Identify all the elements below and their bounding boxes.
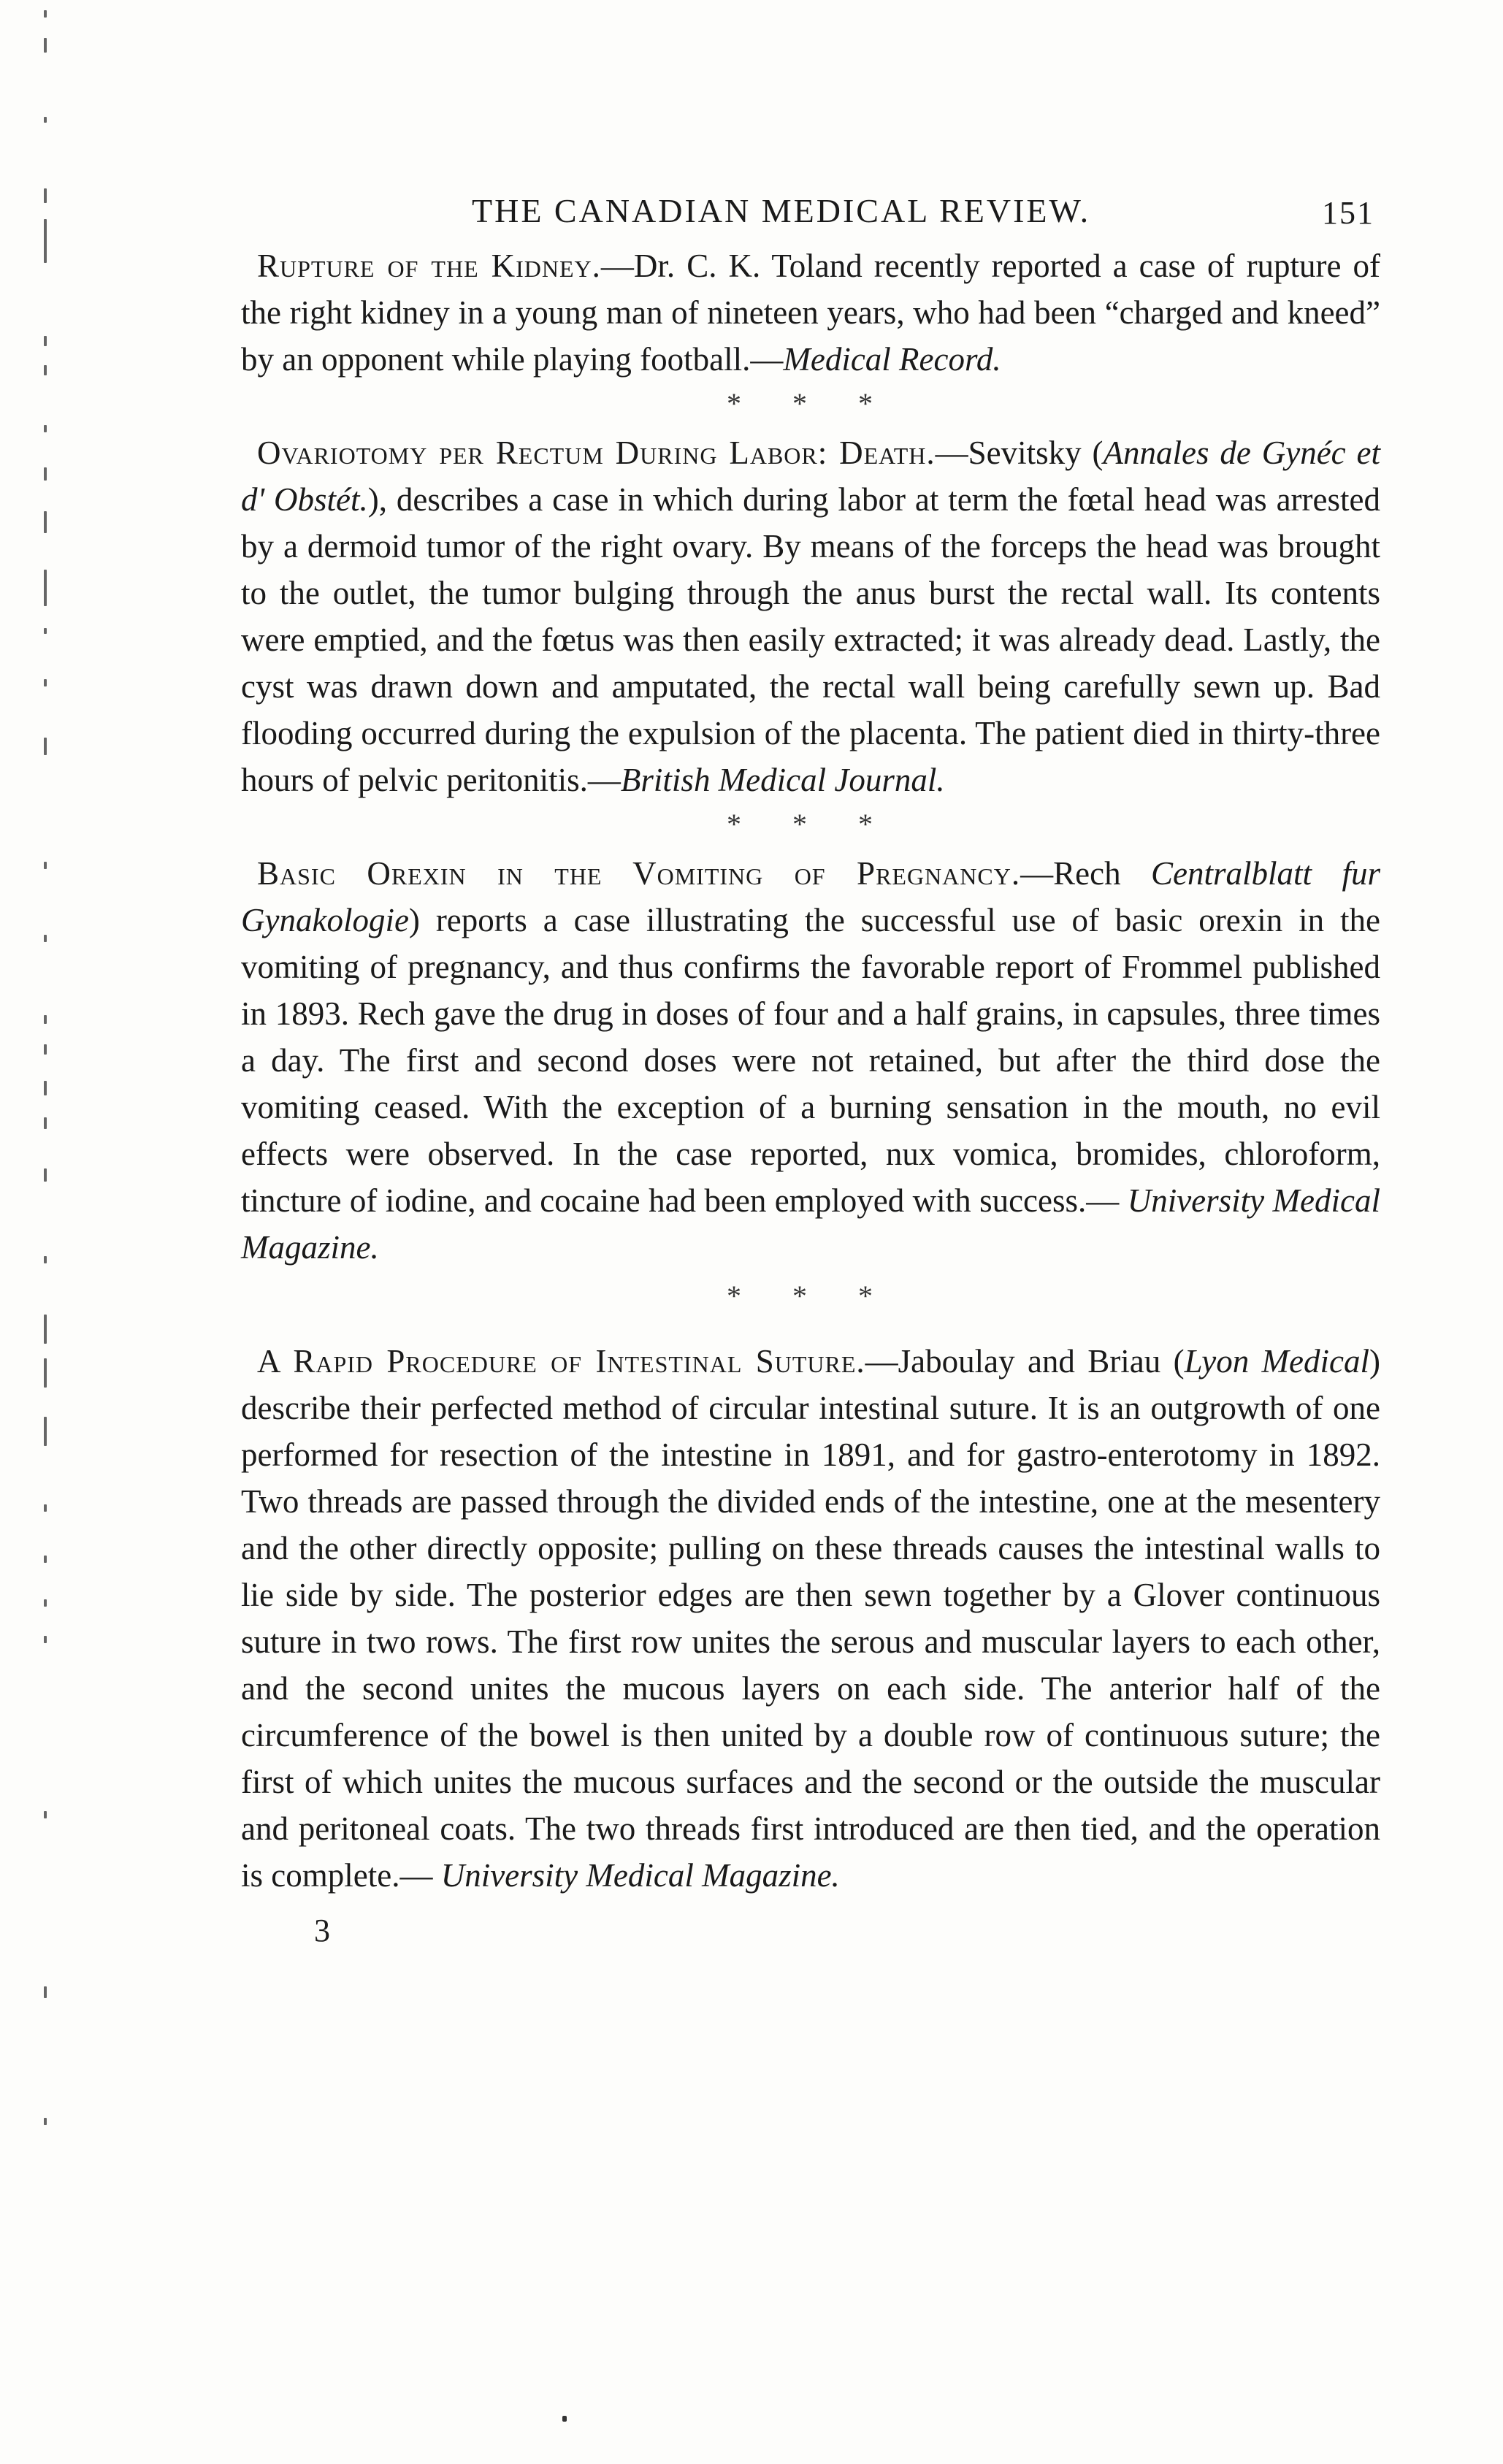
article-body: ) describe their perfected method of circular intestinal suture. It is an outgrowth of one performed for resection of the intestine in 1891, and for gastro-enterotomy in 1892. Two threads are passed through the divided ends of the intestine, one at the mesentery and the other directly opposite; pulling on these threads causes the intestinal walls to lie side by side. The posterior edges are then sewn together by a Glover continuous suture in two rows. The first row unites the serous and muscular layers to each other, and the second unites the mucous layers on each side. The anterior half of the circumference of the bowel is then united by a double row of continuous suture; the first of which unites the mucous surfaces and the second or the outside the muscular and peritoneal coats. The two threads first introduced are then tied, and the operation is complete.— bbox=[241, 1343, 1380, 1894]
article-source: University Medical Magazine. bbox=[241, 1182, 1380, 1266]
article-source: British Medical Journal. bbox=[620, 762, 945, 798]
running-head bbox=[241, 191, 1380, 242]
article-ovariotomy bbox=[241, 429, 1380, 803]
article-body-lead: —Sevitsky ( bbox=[935, 435, 1104, 471]
article-intestinal-suture bbox=[241, 1338, 1380, 1899]
article-source: Medical Record. bbox=[783, 341, 1001, 378]
article-body-lead: —Jaboulay and Briau ( bbox=[865, 1343, 1185, 1380]
article-heading: Rupture of the Kidney. bbox=[257, 248, 601, 284]
article-body: ) reports a case illustrating the successful use of basic orexin in the vomiting of pregnancy, and thus confirms the favorable report of Frommel published in 1893. Rech gave the drug in doses of four and a half grains, in capsules, three times a day. The first and second doses were not retained, but after the third dose the vomiting ceased. With the exception of a burning sensation in the mouth, no evil effects were observed. In the case reported, nux vomica, bromides, chloroform, tincture of iodine, and cocaine had been employed with success.— bbox=[241, 902, 1380, 1219]
article-citation: Annales de Gynéc et d' Obstét. bbox=[241, 435, 1381, 518]
article-citation: Lyon Medical bbox=[1184, 1343, 1369, 1380]
section-separator: * * * bbox=[727, 808, 895, 841]
document-page bbox=[241, 191, 1380, 1949]
article-heading: A Rapid Procedure of Intestinal Suture. bbox=[257, 1343, 865, 1380]
scan-margin-marks bbox=[44, 0, 73, 2464]
article-citation: Centralblatt fur Gynakologie bbox=[241, 855, 1380, 938]
article-source: University Medical Magazine. bbox=[440, 1857, 840, 1894]
section-separator: * * * bbox=[727, 1279, 895, 1312]
journal-title: THE CANADIAN MEDICAL REVIEW. bbox=[472, 192, 1091, 229]
section-separator: * * * bbox=[727, 387, 895, 420]
printer-signature-mark: 3 bbox=[314, 1913, 330, 1948]
article-basic-orexin bbox=[241, 850, 1380, 1271]
article-heading: Ovariotomy per Rectum During Labor: Death. bbox=[257, 435, 936, 471]
article-body: ), describes a case in which during labor at term the fœtal head was arrested by a dermoid tumor of the right ovary. By means of the forceps the head was brought to the outlet, the tumor bulging through the anus burst the rectal wall. Its contents were emptied, and the fœtus was then easily extracted; it was already dead. Lastly, the cyst was drawn down and amputated, the rectal wall being carefully sewn up. Bad flooding occurred during the expulsion of the placenta. The patient died in thirty-three hours of pelvic peritonitis.— bbox=[241, 481, 1380, 798]
article-heading: Basic Orexin in the Vomiting of Pregnancy. bbox=[257, 855, 1021, 892]
article-body: —Dr. C. K. Toland recently reported a case of rupture of the right kidney in a young man of nineteen years, who had been “charged and kneed” by an opponent while playing football.— bbox=[241, 248, 1381, 378]
page-number: 151 bbox=[1322, 195, 1374, 231]
scan-speck bbox=[562, 2416, 567, 2422]
article-body-lead: —Rech bbox=[1020, 855, 1152, 892]
article-rupture-of-kidney bbox=[241, 242, 1380, 383]
